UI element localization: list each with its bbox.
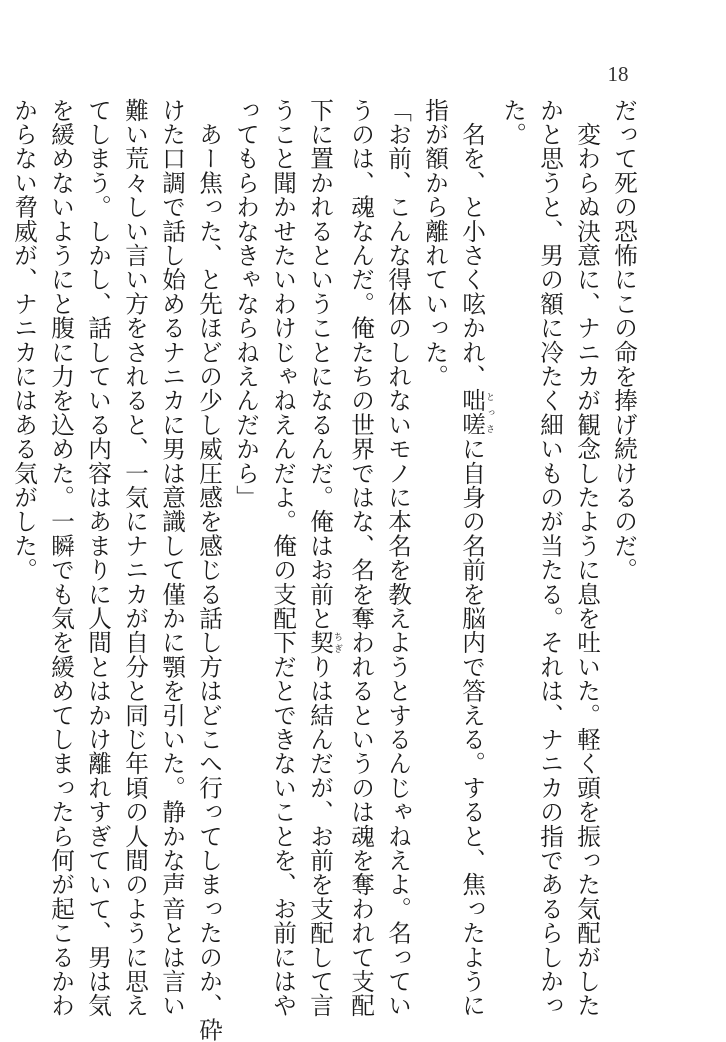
ruby-chigi-reading: ちぎ bbox=[332, 630, 342, 655]
text-line-11: ってもらわなきゃならねえんだから」 bbox=[232, 98, 260, 510]
text-line-15: てしまう。しかし、話している内容はあまりに人間とはかけ離れすぎていて、男は気 bbox=[84, 98, 112, 1018]
text-line-2: 変わらぬ決意に、ナニカが観念したように息を吐いた。軽く頭を振った気配がした bbox=[573, 98, 601, 1018]
text-line-13: けた口調で話し始めるナニカに男は意識して僅かに顎を引いた。静かな声音とは言い bbox=[158, 98, 186, 1018]
text-line-1: だって死の恐怖にこの命を捧げ続けるのだ。 bbox=[610, 98, 638, 582]
ruby-tossa-base: 咄嗟 bbox=[458, 388, 486, 437]
ruby-chigi bbox=[306, 630, 342, 655]
text-line-8: うのは、魂なんだ。俺たちの世界ではな、名を奪われるというのは魂を奪われて支配 bbox=[347, 98, 375, 1018]
page-number: 18 bbox=[607, 62, 629, 86]
text-line-6: 指が額から離れていった。 bbox=[421, 98, 449, 389]
ruby-chigi-base: 契 bbox=[306, 630, 334, 655]
text-line-5-tail: に自身の名前を脳内で答える。すると、焦ったように bbox=[458, 436, 486, 1018]
text-line-3: かと思うと、男の額に冷たく細いものが当たる。それは、ナニカの指であるらしかっ bbox=[536, 98, 564, 1018]
text-line-5 bbox=[453, 98, 494, 1018]
text-line-9 bbox=[301, 98, 342, 1018]
text-line-9-head: 下に置かれるということになるんだ。俺はお前と bbox=[306, 98, 334, 631]
text-line-4: た。 bbox=[499, 98, 527, 147]
text-line-16: を緩めないようにと腹に力を込めた。一瞬でも気を緩めてしまったら何が起こるかわ bbox=[47, 98, 75, 1018]
text-line-7: 「お前、こんな得体のしれないモノに本名を教えようとするんじゃねえよ。名ってい bbox=[384, 98, 412, 1018]
ruby-tossa-reading: とっさ bbox=[484, 388, 494, 437]
text-line-10: うこと聞かせたいわけじゃねえんだよ。俺の支配下だとできないことを、お前にはや bbox=[269, 98, 297, 1018]
text-line-14: 難い荒々しい言い方をされると、一気にナニカが自分と同じ年頃の人間のように思え bbox=[121, 98, 149, 1018]
text-line-12: あー焦った、と先ほどの少し威圧感を感じる話し方はどこへ行ってしまったのか、砕 bbox=[195, 98, 223, 1042]
body-text bbox=[10, 98, 642, 1042]
text-line-9-tail: りは結んだが、お前を支配して言 bbox=[306, 654, 334, 1018]
text-line-5-head: 名を、と小さく呟かれ、 bbox=[458, 98, 486, 389]
ruby-tossa bbox=[458, 388, 494, 437]
text-line-17: からない脅威が、ナニカにはある気がした。 bbox=[10, 98, 38, 582]
